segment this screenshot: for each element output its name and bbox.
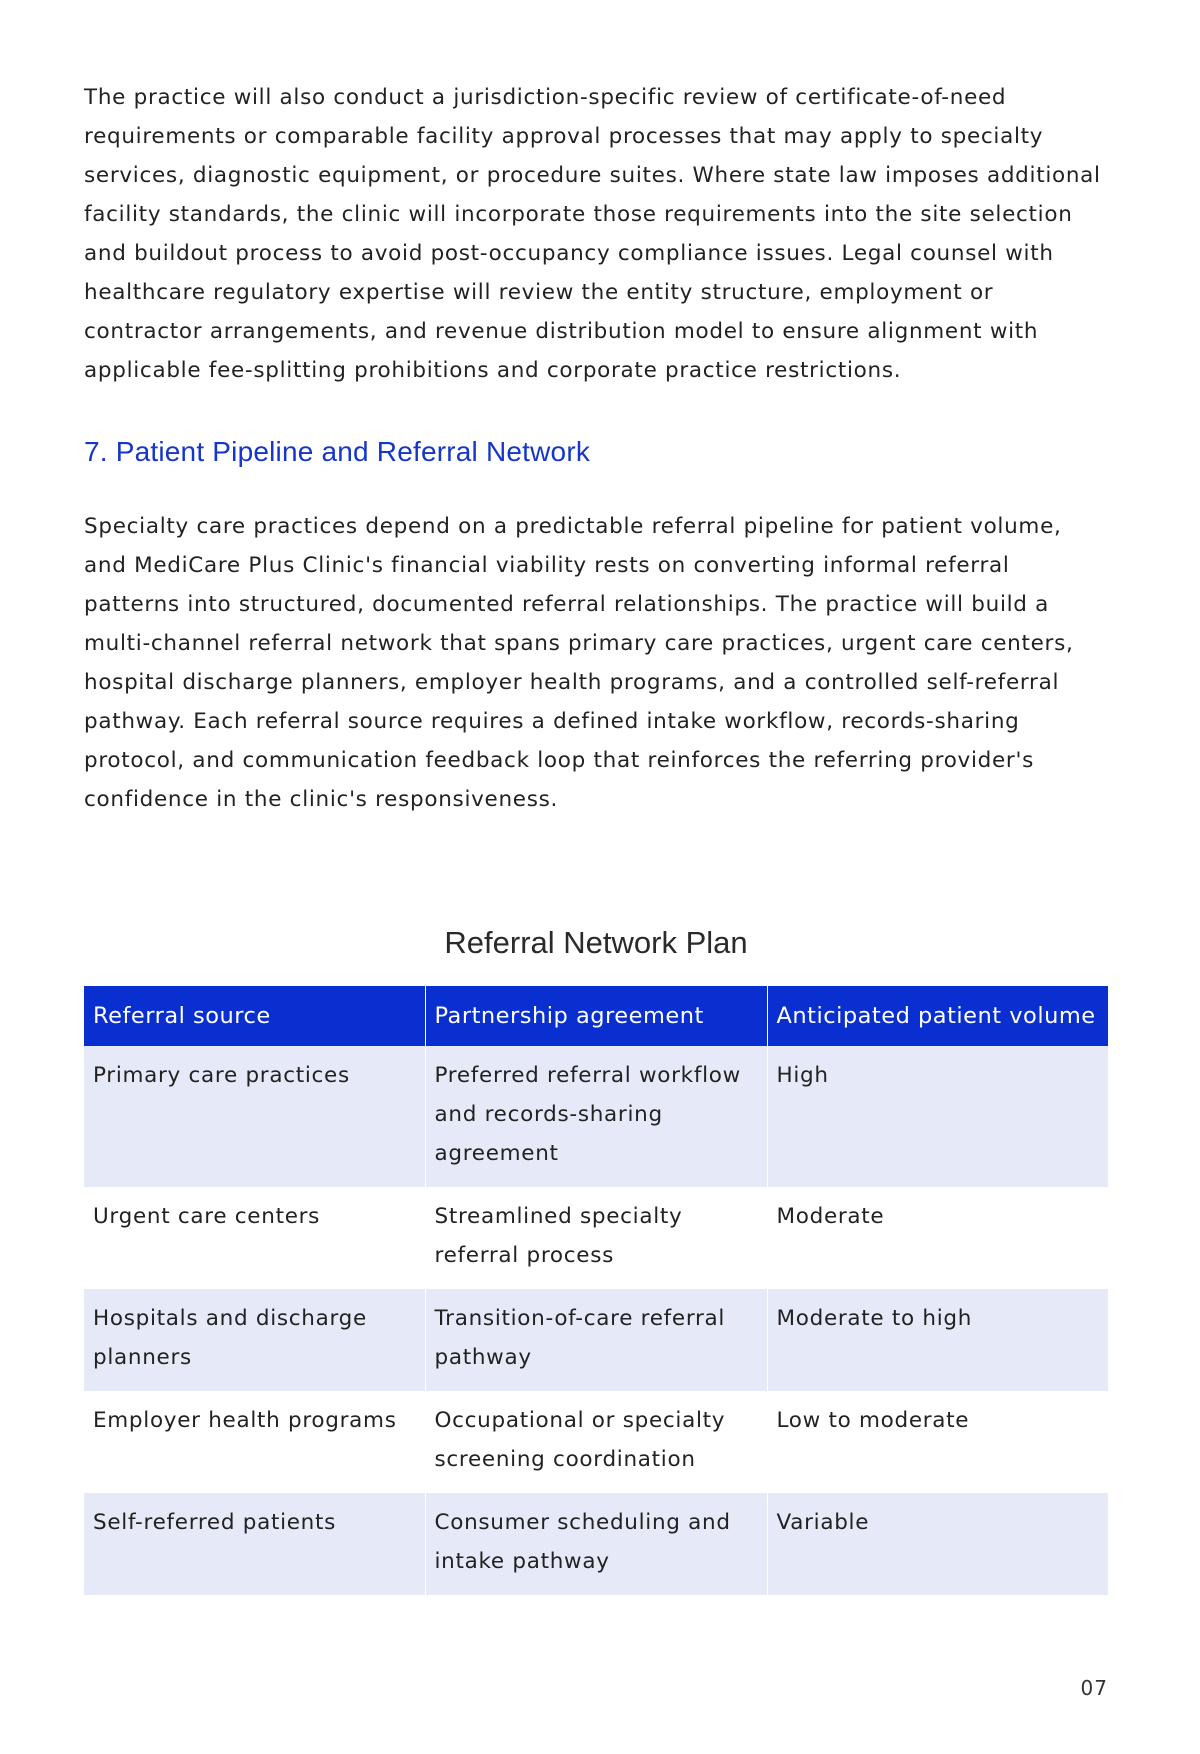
cell-referral-source: Primary care practices xyxy=(84,1046,425,1187)
cell-partnership-agreement: Preferred referral workflow and records-sharing agreement xyxy=(425,1046,767,1187)
table-row xyxy=(84,1187,1108,1289)
table-row xyxy=(84,1289,1108,1391)
cell-referral-source: Urgent care centers xyxy=(84,1187,425,1289)
table-row xyxy=(84,1046,1108,1187)
document-page xyxy=(84,78,1108,1595)
page-number: 07 xyxy=(1080,1676,1108,1700)
referral-network-table xyxy=(84,986,1108,1595)
cell-anticipated-volume: Variable xyxy=(767,1493,1108,1595)
section-heading: 7. Patient Pipeline and Referral Network xyxy=(84,436,591,467)
table-row xyxy=(84,1493,1108,1595)
body-paragraph-referral-pipeline: Specialty care practices depend on a predictable referral pipeline for patient volume, and MediCare Plus Clinic's financial viability rests on converting informal referral patterns into structured, documented referral relationships. The practice will build a multi-channel referral network that spans primary care practices, urgent care centers, hospital discharge planners, employer health programs, and a controlled self-referral pathway. Each referral source requires a defined intake workflow, records-sharing protocol, and communication feedback loop that reinforces the referring provider's confidence in the clinic's responsiveness. xyxy=(84,514,1074,812)
cell-anticipated-volume: High xyxy=(767,1046,1108,1187)
body-paragraph-regulatory-review: The practice will also conduct a jurisdiction-specific review of certificate-of-need requirements or comparable facility approval processes that may apply to specialty services, diagnostic equipment, or procedure suites. Where state law imposes additional facility standards, the clinic will incorporate those requirements into the site selection and buildout process to avoid post-occupancy compliance issues. Legal counsel with healthcare regulatory expertise will review the entity structure, employment or contractor arrangements, and revenue distribution model to ensure alignment with applicable fee-splitting prohibitions and corporate practice restrictions. xyxy=(84,85,1101,383)
cell-referral-source: Self-referred patients xyxy=(84,1493,425,1595)
cell-anticipated-volume: Low to moderate xyxy=(767,1391,1108,1493)
table-row xyxy=(84,1391,1108,1493)
cell-partnership-agreement: Streamlined specialty referral process xyxy=(425,1187,767,1289)
table-title: Referral Network Plan xyxy=(444,925,748,960)
table-header-row xyxy=(84,986,1108,1046)
cell-referral-source: Hospitals and discharge planners xyxy=(84,1289,425,1391)
cell-referral-source: Employer health programs xyxy=(84,1391,425,1493)
cell-partnership-agreement: Consumer scheduling and intake pathway xyxy=(425,1493,767,1595)
cell-anticipated-volume: Moderate to high xyxy=(767,1289,1108,1391)
column-header-anticipated-volume: Anticipated patient volume xyxy=(767,986,1108,1046)
column-header-referral-source: Referral source xyxy=(84,986,425,1046)
column-header-partnership-agreement: Partnership agreement xyxy=(425,986,767,1046)
cell-partnership-agreement: Occupational or specialty screening coordination xyxy=(425,1391,767,1493)
cell-partnership-agreement: Transition-of-care referral pathway xyxy=(425,1289,767,1391)
cell-anticipated-volume: Moderate xyxy=(767,1187,1108,1289)
